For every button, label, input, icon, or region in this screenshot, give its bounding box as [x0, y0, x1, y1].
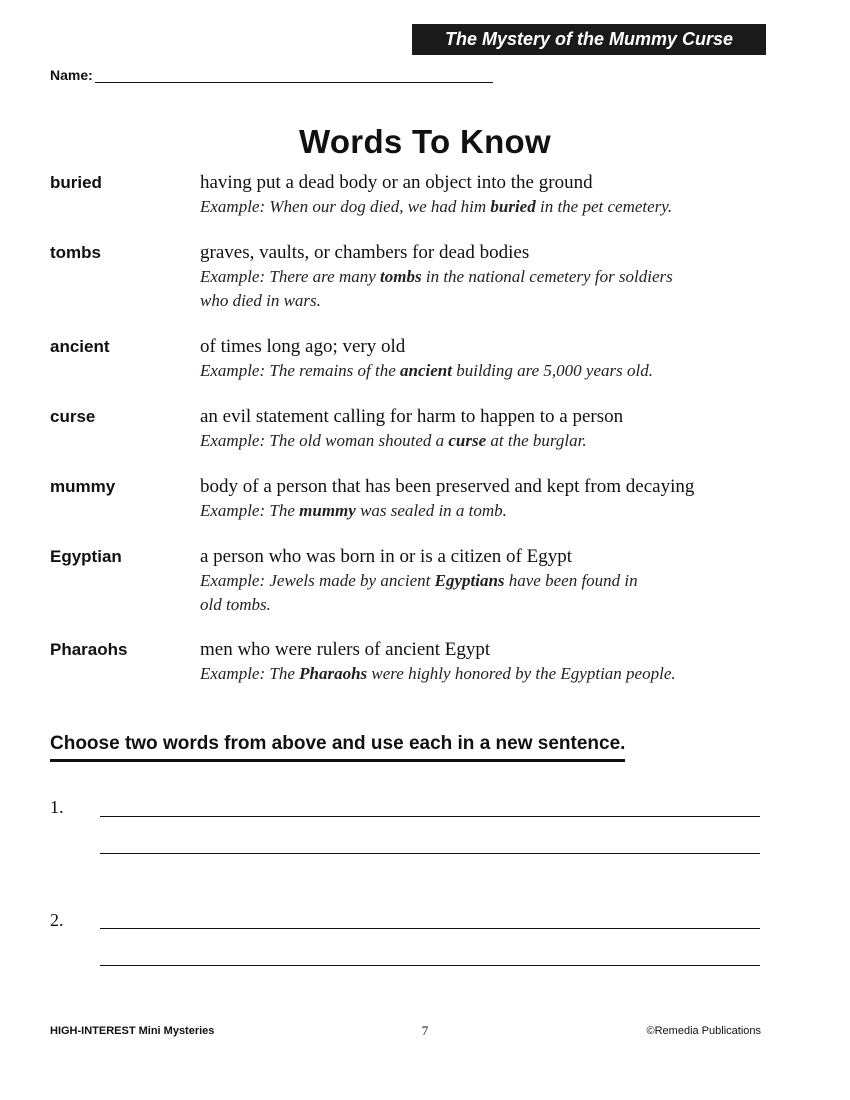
- name-label: Name:: [50, 67, 93, 83]
- vocab-definition: a person who was born in or is a citizen of Egypt: [200, 546, 572, 567]
- vocab-term: curse: [50, 407, 96, 426]
- header-banner: The Mystery of the Mummy Curse: [412, 24, 766, 55]
- exercise-instruction: Choose two words from above and use each in a new sentence.: [50, 733, 625, 762]
- vocab-example: Example: The old woman shouted a curse at the burglar.: [200, 431, 587, 450]
- vocab-term: Pharaohs: [50, 640, 128, 659]
- vocab-definition: men who were rulers of ancient Egypt: [200, 639, 491, 660]
- vocab-definition: having put a dead body or an object into the ground: [200, 172, 593, 193]
- vocab-definition: an evil statement calling for harm to happen to a person: [200, 406, 624, 427]
- vocab-example: Example: There are many tombs in the national cemetery for soldiers: [200, 267, 673, 286]
- vocab-term: tombs: [50, 243, 101, 262]
- name-field[interactable]: [50, 66, 493, 83]
- footer-publisher: ©Remedia Publications: [646, 1025, 761, 1037]
- vocab-example: Example: The mummy was sealed in a tomb.: [200, 501, 507, 520]
- answer-line[interactable]: [100, 928, 760, 929]
- vocab-example: Example: The Pharaohs were highly honored by the Egyptian people.: [200, 664, 676, 683]
- vocab-term: mummy: [50, 477, 116, 496]
- footer-series: HIGH-INTEREST Mini Mysteries: [50, 1025, 215, 1037]
- vocab-example: Example: When our dog died, we had him buried in the pet cemetery.: [200, 197, 673, 216]
- vocab-definition: body of a person that has been preserved and kept from decaying: [200, 476, 695, 497]
- vocab-example: Example: The remains of the ancient building are 5,000 years old.: [200, 361, 653, 380]
- page-number: 7: [421, 1023, 429, 1038]
- vocab-definition: of times long ago; very old: [200, 336, 406, 357]
- vocab-term: Egyptian: [50, 547, 122, 566]
- answer-line[interactable]: [100, 965, 760, 966]
- name-blank-line[interactable]: [95, 66, 493, 83]
- exercise-number: 1.: [50, 797, 64, 817]
- answer-line[interactable]: [100, 816, 760, 817]
- answer-line[interactable]: [100, 853, 760, 854]
- vocab-example-continued: old tombs.: [200, 595, 271, 614]
- page-title: Words To Know: [299, 123, 551, 160]
- exercise-number: 2.: [50, 910, 64, 930]
- vocab-definition: graves, vaults, or chambers for dead bodies: [200, 242, 530, 263]
- vocab-example: Example: Jewels made by ancient Egyptians have been found in: [200, 571, 638, 590]
- vocab-term: ancient: [50, 337, 110, 356]
- vocab-example-continued: who died in wars.: [200, 291, 321, 310]
- vocab-term: buried: [50, 173, 102, 192]
